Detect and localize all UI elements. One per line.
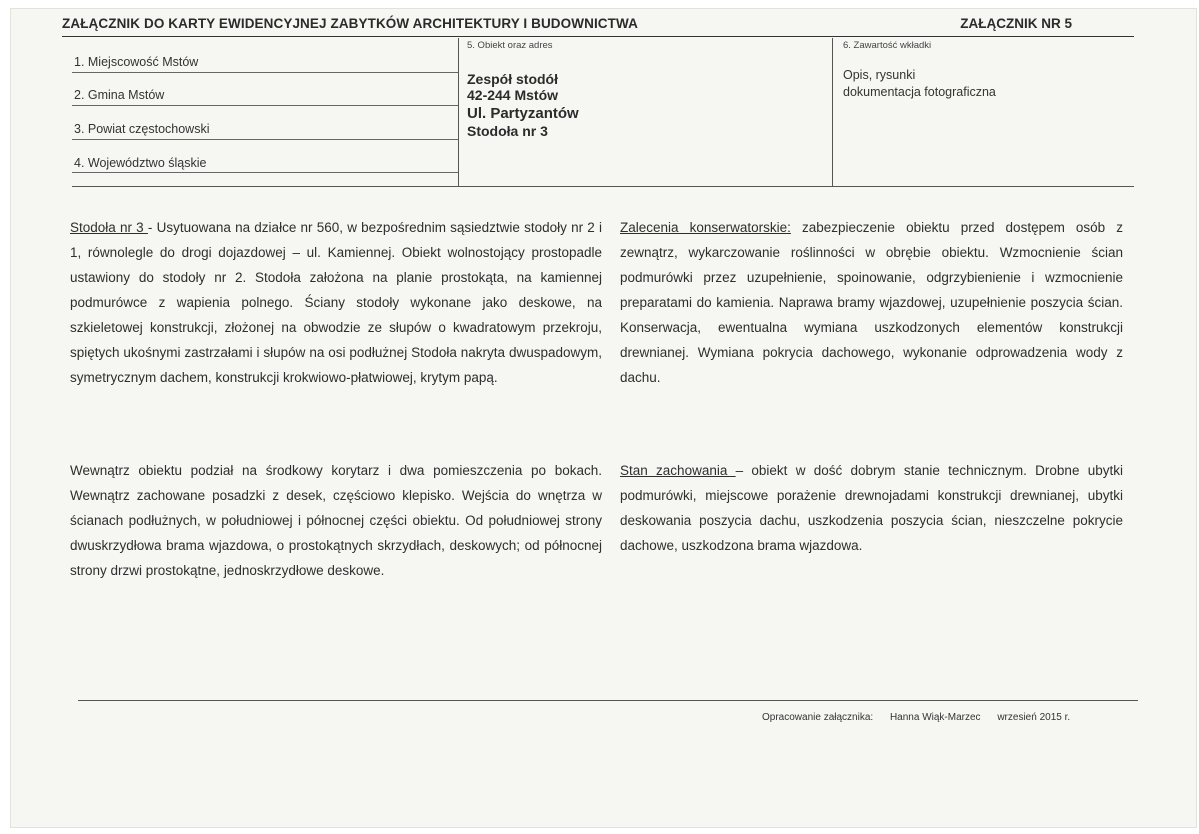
recommendations-heading: Zalecenia konserwatorskie: (620, 220, 791, 235)
author-name: Hanna Wiąk-Marzec (889, 712, 981, 723)
document-title: ZAŁĄCZNIK DO KARTY EWIDENCYJNEJ ZABYTKÓW ARCHITEKTURY I BUDOWNICTWA (62, 16, 638, 31)
field-line-2 (72, 105, 458, 106)
divider-left (458, 38, 459, 186)
description-text: - Usytuowana na działce nr 560, w bezpośrednim sąsiedztwie stodoły nr 2 i 1, równolegle do drogi dojazdowej – ul. Kamiennej. Obiekt wolnostojący prostopadle ustawiony do stodoły nr 2. Stodoła założona na planie prostokąta, na kamiennej podmurówce z wapienia polnego. Ściany stodoły wykonane jako deskowe, na szkieletowej konstrukcji, złożonej na obwodzie ze słupów o kwadratowym przekroju, spiętych ukośnymi zastrzałami i słupów na osi podłużnej Stodoła nakryta dwuspadowym, symetrycznym dachem, konstrukcji krokwiowo-płatwiowej, krytym papą. (70, 220, 602, 385)
interior-paragraph (70, 458, 602, 583)
condition-paragraph (620, 458, 1123, 558)
object-line-3: Ul. Partyzantów (467, 105, 579, 122)
contents-list (843, 67, 996, 101)
form-bottom-line (72, 186, 1134, 187)
annex-number: ZAŁĄCZNIK NR 5 (960, 16, 1072, 31)
footer (762, 712, 1070, 723)
interior-text: Wewnątrz obiektu podział na środkowy korytarz i dwa pomieszczenia po bokach. Wewnątrz zachowane posadzki z desek, częściowo klepisko. Wejścia do wnętrza w ścianach podłużnych, w południowej i północnej części obiektu. Od południowej strony dwuskrzydłowa brama wjazdowa, o prostokątnych skrzydłach, deskowych; od północnej strony drzwi prostokątne, jednoskrzydłowe deskowe. (70, 463, 602, 578)
prepared-date: wrzesień 2015 r. (997, 712, 1071, 723)
object-line-1: Zespół stodół (467, 71, 558, 87)
header-bar (62, 16, 1134, 37)
recommendations-text: zabezpieczenie obiektu przed dostępem osób z zewnątrz, wykarczowanie roślinności w obrębie obiektu. Wzmocnienie ścian podmurówki przez uzupełnienie, spoinowanie, odgrzybienienie i wzmocnienie preparatami do kamienia. Naprawa bramy wjazdowej, uzupełnienie poszycia ścian. Konserwacja, ewentualna wymiana uszkodzonych elementów konstrukcji drewnianej. Wymiana pokrycia dachowego, wykonanie odprowadzenia wody z dachu. (620, 220, 1124, 385)
description-heading: Stodoła nr 3 (70, 220, 148, 235)
field-county: 3. Powiat częstochowski (74, 122, 210, 136)
recommendations-paragraph (620, 215, 1123, 390)
description-paragraph (70, 215, 602, 390)
object-address (467, 69, 579, 141)
divider-right (832, 38, 833, 186)
contents-line-1: Opis, rysunki (843, 68, 916, 82)
field-line-1 (72, 72, 458, 73)
footer-rule (78, 700, 1138, 701)
condition-heading: Stan zachowania (620, 463, 736, 478)
contents-label: 6. Zawartość wkładki (843, 40, 932, 51)
contents-line-2: dokumentacja fotograficzna (843, 85, 996, 99)
object-line-4: Stodoła nr 3 (467, 123, 548, 139)
field-municipality: 2. Gmina Mstów (74, 88, 165, 102)
object-label: 5. Obiekt oraz adres (467, 40, 553, 51)
prepared-by-label: Opracowanie załącznika: (762, 712, 874, 723)
field-voivodeship: 4. Województwo śląskie (74, 156, 207, 170)
object-line-2: 42-244 Mstów (467, 87, 559, 103)
condition-text: – obiekt w dość dobrym stanie technicznym. Drobne ubytki podmurówki, miejscowe porażenie drewnojadami konstrukcji drewnianej, ubytki deskowania poszycia dachu, uszkodzenia poszycia ścian, nieszczelne pokrycie dachowe, uszkodzona brama wjazdowa. (620, 463, 1123, 553)
field-line-3 (72, 139, 458, 140)
field-line-4 (72, 172, 458, 173)
field-place: 1. Miejscowość Mstów (74, 55, 199, 69)
